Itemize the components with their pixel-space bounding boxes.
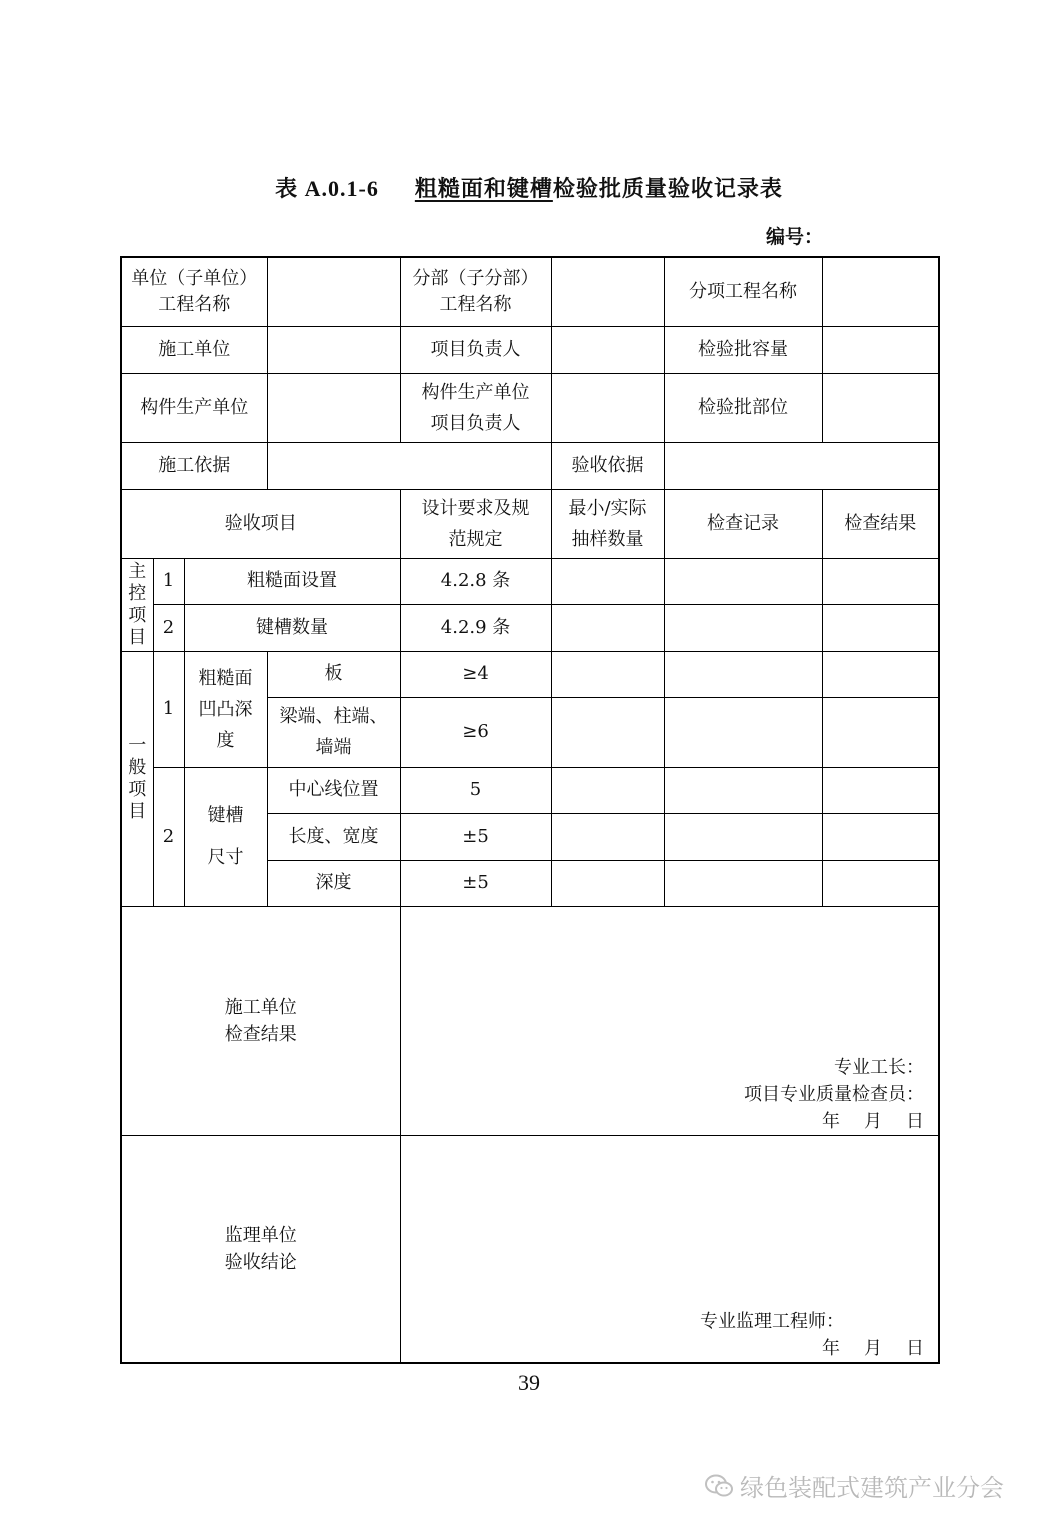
construction-check-row bbox=[121, 906, 939, 1135]
foreman-label: 专业工长： bbox=[834, 1056, 925, 1078]
supervision-signatures bbox=[700, 1308, 924, 1362]
batch-location-value[interactable] bbox=[822, 373, 939, 442]
main-item-no: 2 bbox=[153, 604, 184, 651]
general-requirement: ≥6 bbox=[400, 697, 551, 767]
sampling-cell[interactable] bbox=[551, 813, 664, 860]
result-cell[interactable] bbox=[822, 813, 939, 860]
sampling-cell[interactable] bbox=[551, 860, 664, 906]
supervision-area[interactable] bbox=[400, 1135, 939, 1363]
component-producer-value[interactable] bbox=[267, 373, 400, 442]
general-sub-item: 深度 bbox=[267, 860, 400, 906]
record-cell[interactable] bbox=[664, 767, 822, 813]
supervision-row bbox=[121, 1135, 939, 1363]
main-control-label: 主 控 项 目 bbox=[121, 558, 153, 651]
acceptance-basis-value[interactable] bbox=[664, 442, 939, 489]
record-cell[interactable] bbox=[664, 604, 822, 651]
acceptance-basis-label: 验收依据 bbox=[551, 442, 664, 489]
component-producer-leader-label: 构件生产单位 项目负责人 bbox=[400, 373, 551, 442]
general-sub-item: 中心线位置 bbox=[267, 767, 400, 813]
sampling-cell[interactable] bbox=[551, 558, 664, 604]
supervision-date: 年 月 日 bbox=[822, 1338, 925, 1359]
header-row-1 bbox=[121, 257, 939, 326]
sampling-cell[interactable] bbox=[551, 651, 664, 697]
unit-project-name-label: 单位（子单位） 工程名称 bbox=[121, 257, 267, 326]
general-requirement: ±5 bbox=[400, 813, 551, 860]
result-cell[interactable] bbox=[822, 558, 939, 604]
col-check-result: 检查结果 bbox=[822, 489, 939, 558]
result-cell[interactable] bbox=[822, 697, 939, 767]
main-control-row bbox=[121, 604, 939, 651]
supervision-label: 监理单位 验收结论 bbox=[121, 1135, 400, 1363]
sampling-cell[interactable] bbox=[551, 697, 664, 767]
col-design-requirement: 设计要求及规 范规定 bbox=[400, 489, 551, 558]
result-cell[interactable] bbox=[822, 651, 939, 697]
result-cell[interactable] bbox=[822, 604, 939, 651]
record-cell[interactable] bbox=[664, 651, 822, 697]
main-item-name: 键槽数量 bbox=[184, 604, 400, 651]
batch-location-label: 检验批部位 bbox=[664, 373, 822, 442]
division-project-name-value[interactable] bbox=[551, 257, 664, 326]
header-row-2 bbox=[121, 326, 939, 373]
construction-check-label: 施工单位 检查结果 bbox=[121, 906, 400, 1135]
component-producer-leader-value[interactable] bbox=[551, 373, 664, 442]
form-title-underlined: 粗糙面和键槽 bbox=[414, 177, 553, 202]
unit-project-name-value[interactable] bbox=[267, 257, 400, 326]
general-row bbox=[121, 651, 939, 697]
result-cell[interactable] bbox=[822, 860, 939, 906]
col-check-record: 检查记录 bbox=[664, 489, 822, 558]
inspector-label: 项目专业质量检查员： bbox=[744, 1083, 925, 1105]
general-requirement: ±5 bbox=[400, 860, 551, 906]
record-cell[interactable] bbox=[664, 813, 822, 860]
general-row bbox=[121, 767, 939, 813]
header-row-4 bbox=[121, 442, 939, 489]
sampling-cell[interactable] bbox=[551, 604, 664, 651]
general-group-no: 2 bbox=[153, 767, 184, 906]
sampling-cell[interactable] bbox=[551, 767, 664, 813]
record-cell[interactable] bbox=[664, 860, 822, 906]
batch-capacity-label: 检验批容量 bbox=[664, 326, 822, 373]
main-item-requirement: 4.2.8 条 bbox=[400, 558, 551, 604]
general-group-no: 1 bbox=[153, 651, 184, 767]
wechat-icon bbox=[704, 1473, 734, 1499]
form-title bbox=[0, 172, 1058, 203]
record-cell[interactable] bbox=[664, 697, 822, 767]
form-code: 表 A.0.1-6 bbox=[275, 176, 379, 201]
main-item-name: 粗糙面设置 bbox=[184, 558, 400, 604]
col-acceptance-item: 验收项目 bbox=[121, 489, 400, 558]
item-project-name-label: 分项工程名称 bbox=[664, 257, 822, 326]
construction-signatures bbox=[744, 1054, 924, 1135]
engineer-label: 专业监理工程师： bbox=[700, 1311, 845, 1332]
general-sub-item: 梁端、柱端、 墙端 bbox=[267, 697, 400, 767]
record-cell[interactable] bbox=[664, 558, 822, 604]
general-requirement: ≥4 bbox=[400, 651, 551, 697]
construction-basis-value[interactable] bbox=[267, 442, 551, 489]
division-project-name-label: 分部（子分部） 工程名称 bbox=[400, 257, 551, 326]
project-leader-label: 项目负责人 bbox=[400, 326, 551, 373]
header-row-3 bbox=[121, 373, 939, 442]
acceptance-record-table bbox=[120, 256, 940, 1364]
general-sub-item: 长度、宽度 bbox=[267, 813, 400, 860]
general-group-name: 键槽 尺寸 bbox=[184, 767, 267, 906]
project-leader-value[interactable] bbox=[551, 326, 664, 373]
construction-date: 年 月 日 bbox=[822, 1110, 925, 1132]
col-sampling-quantity: 最小/实际 抽样数量 bbox=[551, 489, 664, 558]
watermark bbox=[704, 1468, 1004, 1503]
form-title-rest: 检验批质量验收记录表 bbox=[552, 177, 783, 202]
main-item-no: 1 bbox=[153, 558, 184, 604]
component-producer-label: 构件生产单位 bbox=[121, 373, 267, 442]
watermark-text: 绿色装配式建筑产业分会 bbox=[740, 1474, 1004, 1502]
general-label: 一 般 项 目 bbox=[121, 651, 153, 906]
general-requirement: 5 bbox=[400, 767, 551, 813]
construction-check-area[interactable] bbox=[400, 906, 939, 1135]
batch-capacity-value[interactable] bbox=[822, 326, 939, 373]
construction-unit-value[interactable] bbox=[267, 326, 400, 373]
main-control-row bbox=[121, 558, 939, 604]
result-cell[interactable] bbox=[822, 767, 939, 813]
construction-unit-label: 施工单位 bbox=[121, 326, 267, 373]
general-group-name: 粗糙面 凹凸深 度 bbox=[184, 651, 267, 767]
construction-basis-label: 施工依据 bbox=[121, 442, 267, 489]
general-sub-item: 板 bbox=[267, 651, 400, 697]
main-item-requirement: 4.2.9 条 bbox=[400, 604, 551, 651]
form-number-label: 编号： bbox=[766, 226, 824, 248]
item-project-name-value[interactable] bbox=[822, 257, 939, 326]
page-number: 39 bbox=[518, 1370, 540, 1395]
column-header-row bbox=[121, 489, 939, 558]
